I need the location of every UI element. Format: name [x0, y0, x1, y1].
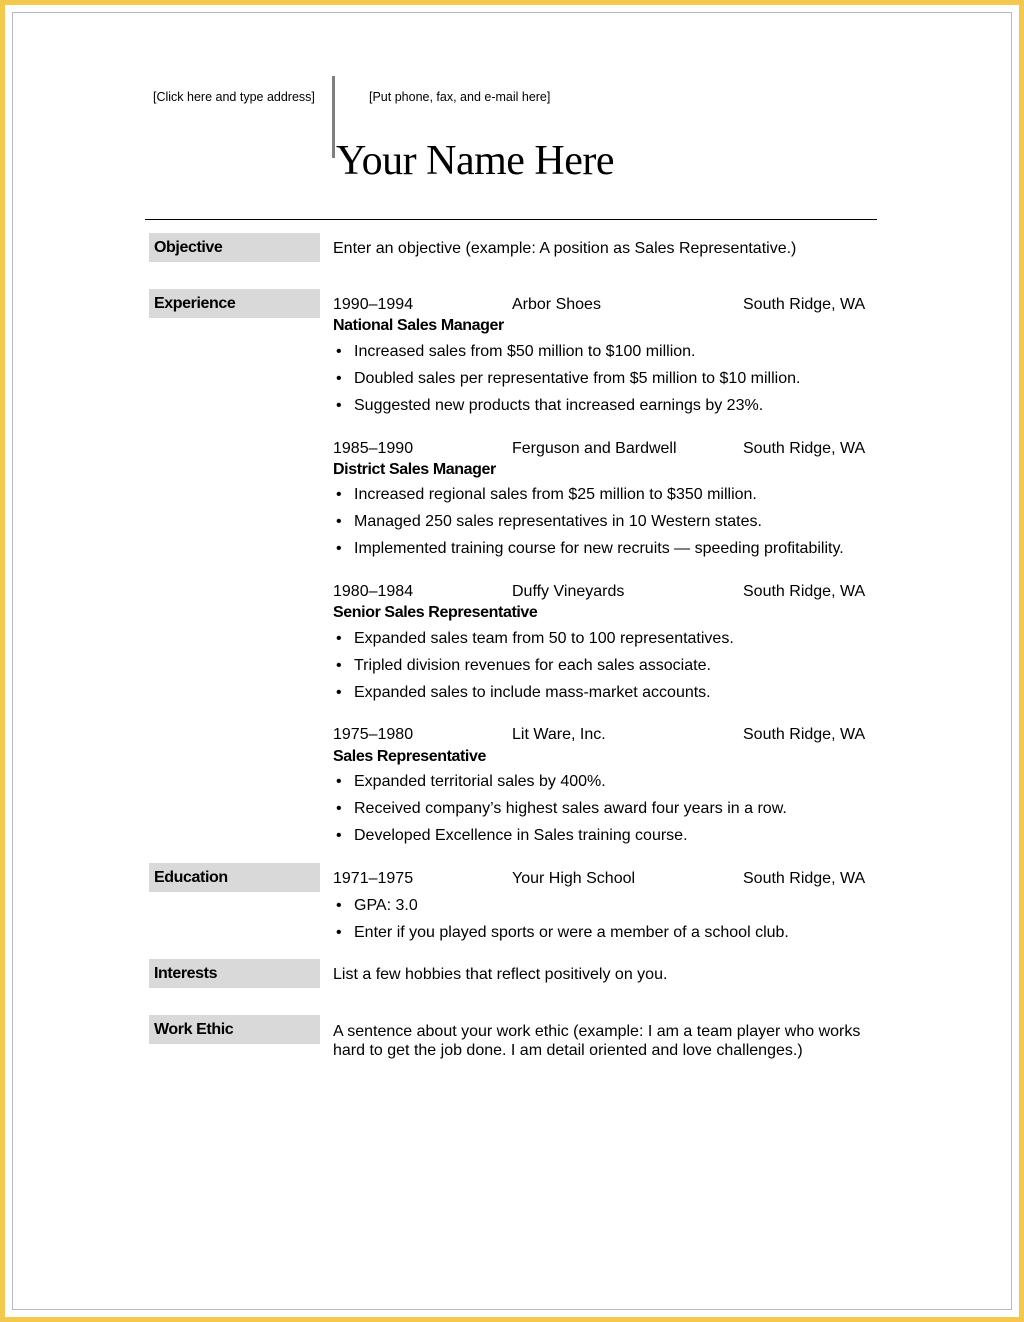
bullet-icon: •: [336, 343, 342, 360]
job-company: Arbor Shoes: [512, 296, 601, 313]
job-company: Ferguson and Bardwell: [512, 440, 677, 457]
job-years: 1990–1994: [333, 296, 414, 313]
bullet-icon: •: [336, 684, 342, 701]
work-ethic-text[interactable]: A sentence about your work ethic (example: I am a team player who works hard to get the job done. I am detail oriented and love challenges.): [333, 1023, 861, 1059]
bullet-icon: •: [336, 486, 342, 503]
bullet-icon: •: [336, 370, 342, 387]
bullet-icon: •: [336, 827, 342, 844]
objective-text[interactable]: Enter an objective (example: A position as Sales Representative.): [333, 240, 797, 257]
job-bullet: Expanded territorial sales by 400%.: [354, 773, 606, 790]
header-divider: [332, 76, 335, 158]
job-title: Sales Representative: [333, 748, 486, 765]
job-bullet: Increased sales from $50 million to $100 million.: [354, 343, 696, 360]
job-years: 1980–1984: [333, 583, 414, 600]
job-company: Lit Ware, Inc.: [512, 726, 606, 743]
section-label-objective: Objective: [149, 233, 320, 262]
job-title: National Sales Manager: [333, 317, 504, 334]
interests-text[interactable]: List a few hobbies that reflect positively on you.: [333, 966, 668, 983]
bullet-icon: •: [336, 540, 342, 557]
section-label-experience: Experience: [149, 289, 320, 318]
job-bullet: Expanded sales team from 50 to 100 representatives.: [354, 630, 734, 647]
job-location: South Ridge, WA: [743, 726, 866, 743]
job-title: District Sales Manager: [333, 461, 496, 478]
bullet-icon: •: [336, 513, 342, 530]
education-years: 1971–1975: [333, 870, 414, 887]
job-location: South Ridge, WA: [743, 440, 866, 457]
name-heading[interactable]: Your Name Here: [336, 138, 614, 184]
address-placeholder[interactable]: [Click here and type address]: [153, 90, 315, 104]
job-bullet: Developed Excellence in Sales training course.: [354, 827, 688, 844]
education-location: South Ridge, WA: [743, 870, 866, 887]
section-label-education: Education: [149, 863, 320, 892]
bullet-icon: •: [336, 897, 342, 914]
job-bullet: Doubled sales per representative from $5 million to $10 million.: [354, 370, 801, 387]
education-bullet: GPA: 3.0: [354, 897, 418, 914]
bullet-icon: •: [336, 630, 342, 647]
job-location: South Ridge, WA: [743, 296, 866, 313]
job-company: Duffy Vineyards: [512, 583, 625, 600]
header-rule: [145, 219, 877, 220]
job-bullet: Expanded sales to include mass-market accounts.: [354, 684, 711, 701]
job-years: 1985–1990: [333, 440, 414, 457]
bullet-icon: •: [336, 657, 342, 674]
job-bullet: Increased regional sales from $25 million to $350 million.: [354, 486, 757, 503]
job-title: Senior Sales Representative: [333, 604, 538, 621]
education-school: Your High School: [512, 870, 636, 887]
contact-placeholder[interactable]: [Put phone, fax, and e-mail here]: [369, 90, 551, 104]
bullet-icon: •: [336, 397, 342, 414]
job-bullet: Managed 250 sales representatives in 10 Western states.: [354, 513, 762, 530]
section-label-work-ethic: Work Ethic: [149, 1015, 320, 1044]
bullet-icon: •: [336, 924, 342, 941]
education-bullet: Enter if you played sports or were a member of a school club.: [354, 924, 789, 941]
job-bullet: Received company’s highest sales award four years in a row.: [354, 800, 787, 817]
job-location: South Ridge, WA: [743, 583, 866, 600]
job-bullet: Tripled division revenues for each sales associate.: [354, 657, 711, 674]
bullet-icon: •: [336, 773, 342, 790]
job-bullet: Suggested new products that increased earnings by 23%.: [354, 397, 764, 414]
job-years: 1975–1980: [333, 726, 414, 743]
bullet-icon: •: [336, 800, 342, 817]
section-label-interests: Interests: [149, 959, 320, 988]
job-bullet: Implemented training course for new recruits — speeding profitability.: [354, 540, 844, 557]
